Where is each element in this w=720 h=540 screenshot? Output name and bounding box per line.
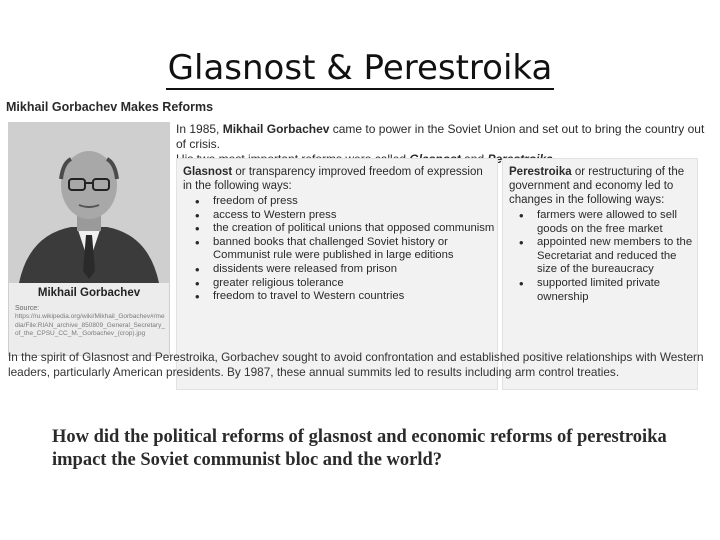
list-item: • greater religious tolerance xyxy=(213,277,497,291)
source-url: https://ru.wikipedia.org/wiki/Mikhail_Gorbachev#/media/File:RIAN_archive_850809_General_Secretary_of_the_CPSU_CC_M._Gorbachev_(crop).jpg xyxy=(15,313,165,337)
document-header: Mikhail Gorbachev Makes Reforms xyxy=(6,100,214,114)
perestroika-intro xyxy=(509,165,691,207)
glasnost-term: Glasnost xyxy=(183,166,233,178)
list-item: • dissidents were released from prison xyxy=(213,263,497,277)
photo-caption: Mikhail Gorbachev xyxy=(37,287,141,299)
perestroika-list xyxy=(503,209,697,304)
slide-title-text: Glasnost & Perestroika xyxy=(167,48,553,88)
list-item: • the creation of political unions that opposed communism xyxy=(213,222,497,236)
gorbachev-photo xyxy=(8,122,170,356)
list-item: • banned books that challenged Soviet history or Communist rule were published in large editions xyxy=(213,236,497,263)
list-item: • freedom of press xyxy=(213,195,497,209)
list-item: • appointed new members to the Secretariat and reduced the size of the bureaucracy xyxy=(537,236,697,277)
glasnost-intro xyxy=(183,165,491,193)
intro-name: Mikhail Gorbachev xyxy=(222,122,330,136)
conclusion-paragraph: In the spirit of Glasnost and Perestroika, Gorbachev sought to avoid confrontation and established positive relationships with Western leaders, particularly American presidents. By 1987, these annual summits led to results including arm control treaties. xyxy=(8,350,704,379)
perestroika-term: Perestroika xyxy=(509,166,572,178)
source-label: Source: xyxy=(15,305,40,312)
discussion-question: How did the political reforms of glasnost and economic reforms of perestroika impact the Soviet communist bloc and the world? xyxy=(52,427,667,470)
intro-text: In 1985, xyxy=(176,122,223,136)
list-item: • supported limited private ownership xyxy=(537,277,697,304)
perestroika-intro-text: or restructuring of the government and economy led to changes in the following ways: xyxy=(509,166,685,206)
scanned-document xyxy=(4,96,716,386)
list-item: • freedom to travel to Western countries xyxy=(213,290,497,304)
intro-text: came to power in the Soviet Union and set out to bring the country out of crisis. xyxy=(176,122,705,151)
glasnost-list xyxy=(177,195,497,304)
glasnost-intro-text: or transparency improved freedom of expression in the following ways: xyxy=(183,166,483,192)
list-item: • farmers were allowed to sell goods on the free market xyxy=(537,209,697,236)
slide-title xyxy=(0,48,720,88)
list-item: • access to Western press xyxy=(213,209,497,223)
